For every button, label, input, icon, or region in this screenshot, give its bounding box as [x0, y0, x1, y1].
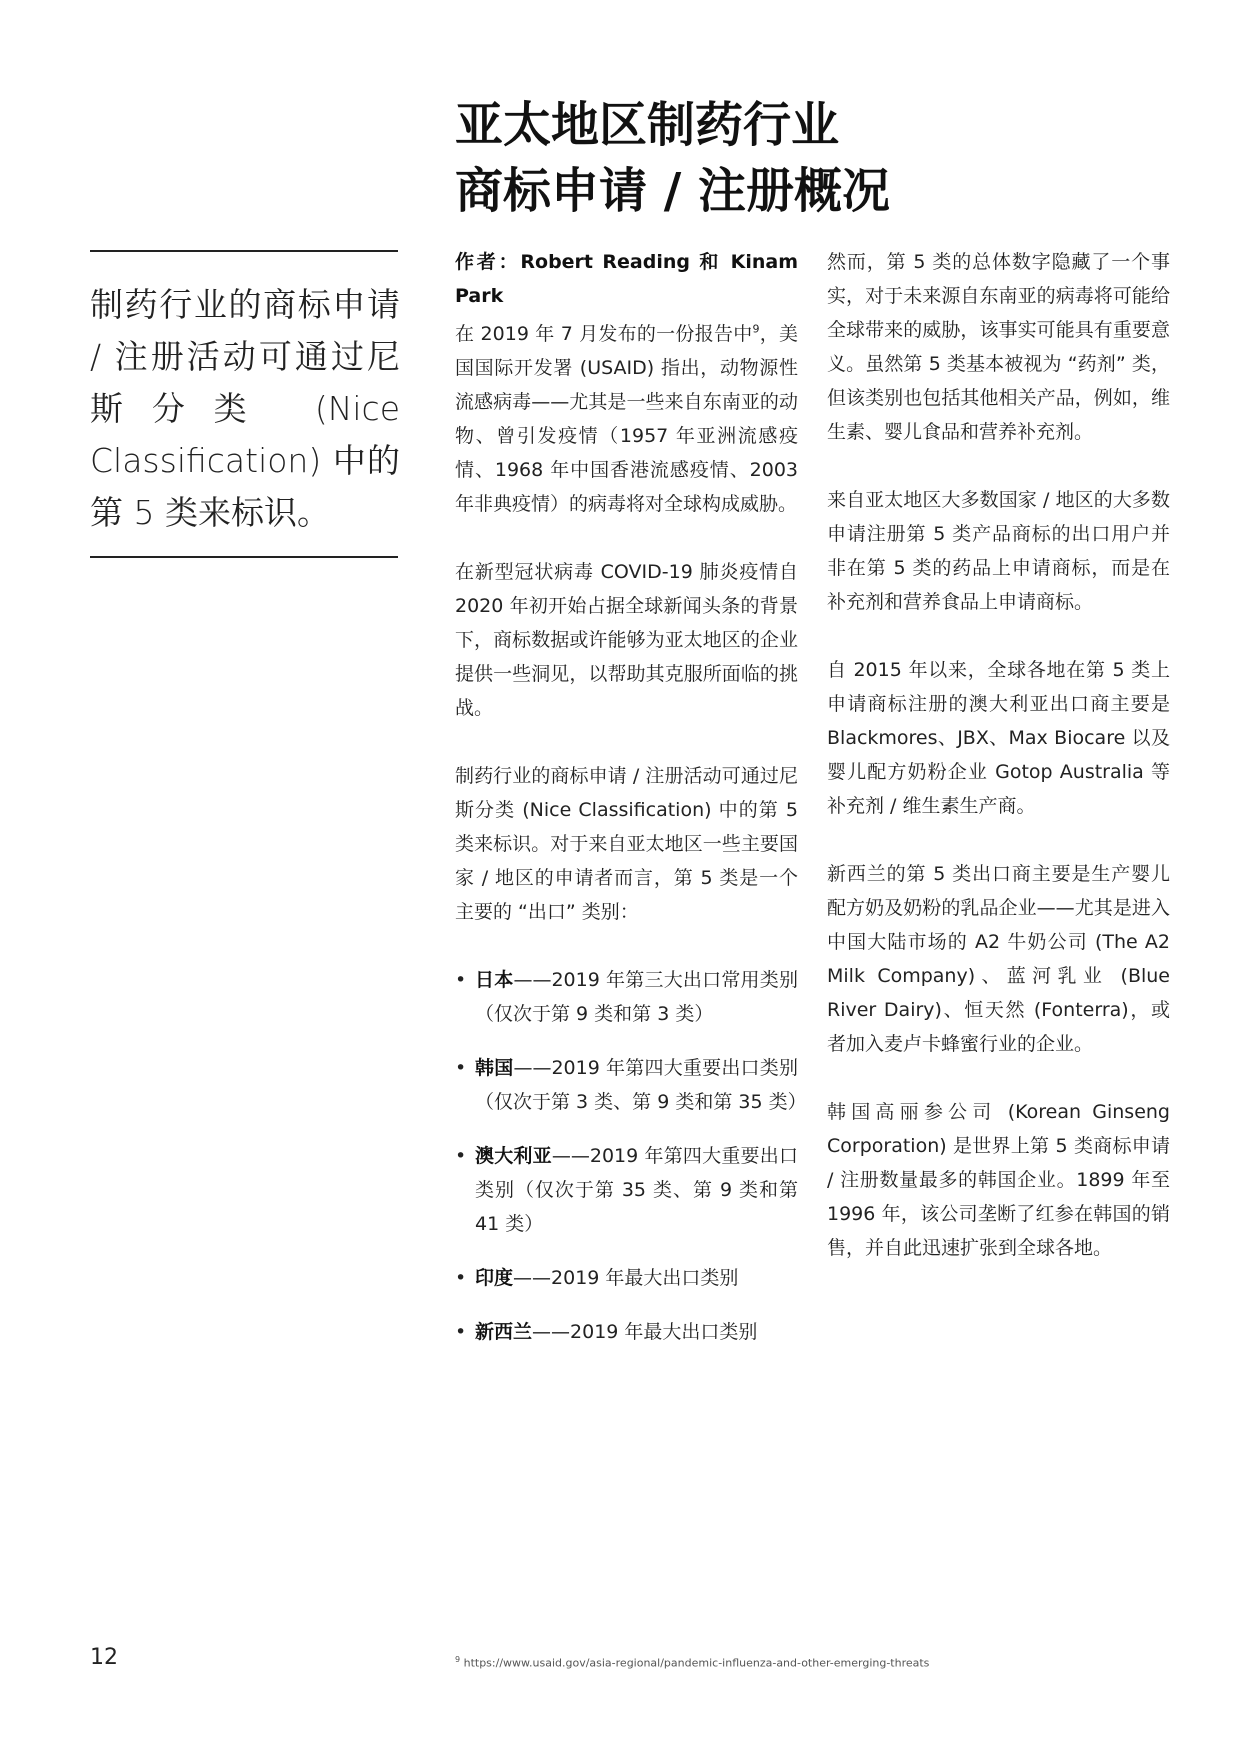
footnote-link[interactable]: https://www.usaid.gov/asia-regional/pandemic-influenza-and-other-emerging-threats	[463, 1656, 930, 1670]
paragraph: 来自亚太地区大多数国家 / 地区的大多数申请注册第 5 类产品商标的出口用户并非在第 5 类的药品上申请商标，而是在补充剂和营养食品上申请商标。	[827, 489, 1170, 613]
country-name: 澳大利亚	[475, 1145, 552, 1167]
pull-quote: 制药行业的商标申请 / 注册活动可通过尼斯分类 (Nice Classification) 中的第 5 类来标识。	[90, 285, 400, 532]
paragraph: 制药行业的商标申请 / 注册活动可通过尼斯分类 (Nice Classification) 中的第 5 类来标识。对于来自亚太地区一些主要国家 / 地区的申请者而言，第 5 类是一个主要的 “出口” 类别：	[455, 765, 798, 923]
export-class-list	[455, 963, 807, 1349]
list-item-text: ——2019 年第四大重要出口类别（仅次于第 3 类、第 9 类和第 35 类）	[475, 1057, 807, 1113]
paragraph: 自 2015 年以来，全球各地在第 5 类上申请商标注册的澳大利亚出口商主要是 Blackmores、JBX、Max Biocare 以及婴儿配方奶粉企业 Gotop Australia 等补充剂 / 维生素生产商。	[827, 659, 1170, 817]
list-item	[455, 1315, 798, 1349]
country-name: 新西兰	[475, 1321, 533, 1343]
list-item	[455, 1139, 798, 1241]
page-number: 12	[90, 1645, 118, 1670]
country-name: 印度	[475, 1267, 514, 1289]
title-line-2: 商标申请 / 注册概况	[455, 163, 890, 219]
paragraph: 新西兰的第 5 类出口商主要是生产婴儿配方奶及奶粉的乳品企业——尤其是进入中国大陆市场的 A2 牛奶公司 (The A2 Milk Company)、蓝河乳业 (Blue River Dairy)、恒天然 (Fonterra)，或者加入麦卢卡蜂蜜行业的企业。	[827, 863, 1170, 1055]
list-item	[455, 1051, 807, 1119]
paragraph	[455, 317, 798, 521]
paragraph-text: ，美国国际开发署 (USAID) 指出，动物源性流感病毒——尤其是一些来自东南亚的动物、曾引发疫情（1957 年亚洲流感疫情、1968 年中国香港流感疫情、2003 年非典疫情）的病毒将对全球构成威胁。	[455, 323, 798, 515]
paragraph: 在新型冠状病毒 COVID-19 肺炎疫情自 2020 年初开始占据全球新闻头条的背景下，商标数据或许能够为亚太地区的企业提供一些洞见，以帮助其克服所面临的挑战。	[455, 561, 798, 719]
country-name: 韩国	[475, 1057, 514, 1079]
article-column-2	[827, 245, 1170, 1299]
list-item-text: ——2019 年最大出口类别	[513, 1267, 739, 1289]
footnote	[455, 1655, 929, 1670]
paragraph: 韩国高丽参公司 (Korean Ginseng Corporation) 是世界上第 5 类商标申请 / 注册数量最多的韩国企业。1899 年至 1996 年，该公司垄断了红参在韩国的销售，并自此迅速扩张到全球各地。	[827, 1101, 1170, 1259]
footnote-number: 9	[455, 1655, 461, 1664]
title-line-1: 亚太地区制药行业	[455, 97, 840, 153]
list-item-text: ——2019 年最大出口类别	[532, 1321, 758, 1343]
footnote-reference: 9	[752, 322, 760, 336]
paragraph: 然而，第 5 类的总体数字隐藏了一个事实，对于未来源自东南亚的病毒将可能给全球带来的威胁，该事实可能具有重要意义。虽然第 5 类基本被视为 “药剂” 类，但该类别也包括其他相关产品，例如，维生素、婴儿食品和营养补充剂。	[827, 251, 1170, 443]
list-item	[455, 963, 798, 1031]
page-title	[455, 92, 1155, 224]
article-column-1	[455, 245, 807, 1369]
country-name: 日本	[475, 969, 514, 991]
pull-quote-bottom-rule	[90, 556, 398, 558]
list-item-text: ——2019 年第三大出口常用类别（仅次于第 9 类和第 3 类）	[475, 969, 798, 1025]
list-item	[455, 1261, 798, 1295]
byline: 作者：Robert Reading 和 Kinam Park	[455, 251, 798, 307]
list-item-text: ——2019 年第四大重要出口类别（仅次于第 35 类、第 9 类和第 41 类）	[475, 1145, 798, 1235]
pull-quote-top-rule	[90, 250, 398, 252]
paragraph-text: 在 2019 年 7 月发布的一份报告中	[455, 323, 753, 345]
